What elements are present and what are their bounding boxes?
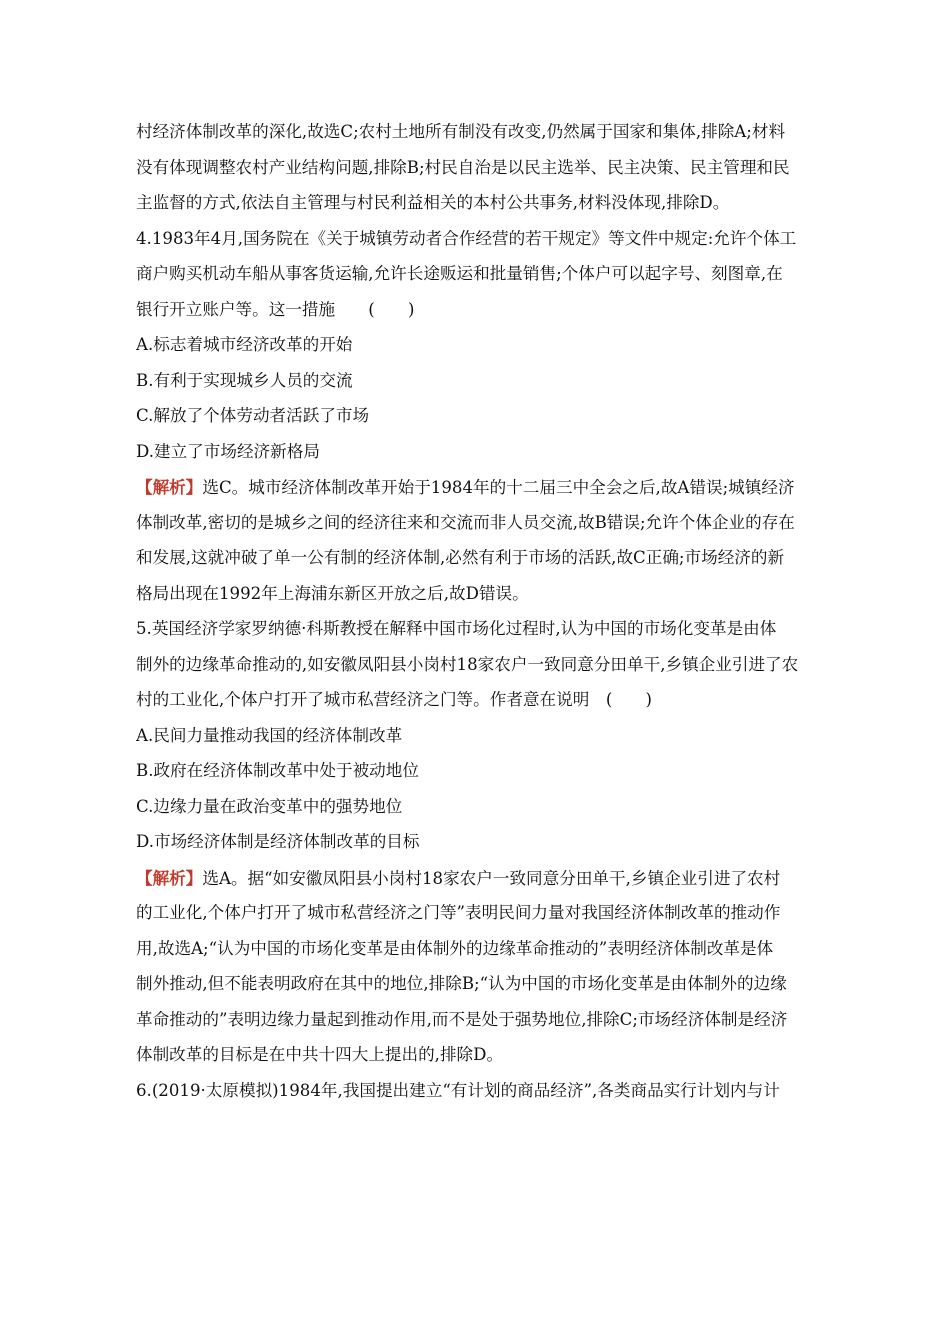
analysis-tag: 【解析】 — [136, 867, 203, 888]
text-line: 主监督的方式,依法自主管理与村民利益相关的本村公共事务,材料没体现,排除D。 — [136, 193, 730, 212]
analysis-text: 选C。城市经济体制改革开始于1984年的十二届三中全会之后,故A错误;城镇经济 — [202, 478, 795, 497]
option-d: D.市场经济体制是经济体制改革的目标 — [136, 832, 420, 851]
question-5-stem — [136, 619, 822, 726]
text-line: 村经济体制改革的深化,故选C;农村土地所有制没有改变,仍然属于国家和集体,排除A;材料 — [136, 122, 786, 141]
text-line: 6.(2019·太原模拟)1984年,我国提出建立“有计划的商品经济”,各类商品实行计划内与计 — [136, 1080, 780, 1100]
question-5-options — [136, 726, 822, 868]
question-6-stem — [136, 1081, 822, 1117]
question-5-analysis — [136, 868, 822, 1081]
text-line: 的工业化,个体户打开了城市私营经济之门等”表明民间力量对我国经济体制改革的推动作 — [136, 903, 781, 922]
text-line: 用,故选A;“认为中国的市场化变革是由体制外的边缘革命推动的”表明经济体制改革是体 — [136, 938, 774, 958]
option-c: C.解放了个体劳动者活跃了市场 — [136, 406, 370, 425]
option-b: B.有利于实现城乡人员的交流 — [136, 370, 353, 390]
analysis-tag: 【解析】 — [136, 477, 203, 497]
text-line: 没有体现调整农村产业结构问题,排除B;村民自治是以民主选举、民主决策、民主管理和民 — [136, 157, 790, 177]
text-line: 村的工业化,个体户打开了城市私营经济之门等。作者意在说明 ( ) — [136, 690, 653, 709]
continued-analysis-paragraph — [136, 122, 822, 229]
analysis-first-line — [136, 477, 822, 513]
option-b: B.政府在经济体制改革中处于被动地位 — [136, 761, 419, 780]
text-line: 体制改革的目标是在中共十四大上提出的,排除D。 — [136, 1045, 504, 1064]
text-line: 和发展,这就冲破了单一公有制的经济体制,必然有利于市场的活跃,故C正确;市场经济的新 — [136, 548, 785, 567]
question-4-options — [136, 335, 822, 477]
text-line: 革命推动的”表明边缘力量起到推动作用,而不是处于强势地位,排除C;市场经济体制是经济 — [136, 1009, 788, 1029]
option-c: C.边缘力量在政治变革中的强势地位 — [136, 796, 403, 816]
analysis-text: 选A。据“如安徽凤阳县小岗村18家农户一致同意分田单干,乡镇企业引进了农村 — [202, 868, 781, 888]
text-line: 商户购买机动车船从事客货运输,允许长途贩运和批量销售;个体户可以起字号、刻图章,在 — [136, 264, 783, 283]
analysis-first-line — [136, 868, 822, 904]
text-line: 体制改革,密切的是城乡之间的经济往来和交流而非人员交流,故B错误;允许个体企业的存在 — [136, 512, 795, 532]
text-line: 4.1983年4月,国务院在《关于城镇劳动者合作经营的若干规定》等文件中规定:允许个体工 — [136, 228, 797, 248]
document-page — [136, 122, 822, 1116]
text-line: 制外的边缘革命推动的,如安徽凤阳县小岗村18家农户一致同意分田单干,乡镇企业引进了农 — [136, 654, 799, 674]
question-4-analysis — [136, 477, 822, 619]
text-line: 格局出现在1992年上海浦东新区开放之后,故D错误。 — [136, 583, 529, 603]
text-line: 制外推动,但不能表明政府在其中的地位,排除B;“认为中国的市场化变革是由体制外的边缘 — [136, 974, 787, 993]
option-a: A.民间力量推动我国的经济体制改革 — [136, 725, 403, 745]
text-line: 5.英国经济学家罗纳德·科斯教授在解释中国市场化过程时,认为中国的市场化变革是由体 — [136, 619, 777, 638]
text-line: 银行开立账户等。这一措施 ( ) — [136, 299, 415, 319]
option-d: D.建立了市场经济新格局 — [136, 441, 320, 461]
question-4-stem — [136, 229, 822, 336]
option-a: A.标志着城市经济改革的开始 — [136, 335, 353, 354]
